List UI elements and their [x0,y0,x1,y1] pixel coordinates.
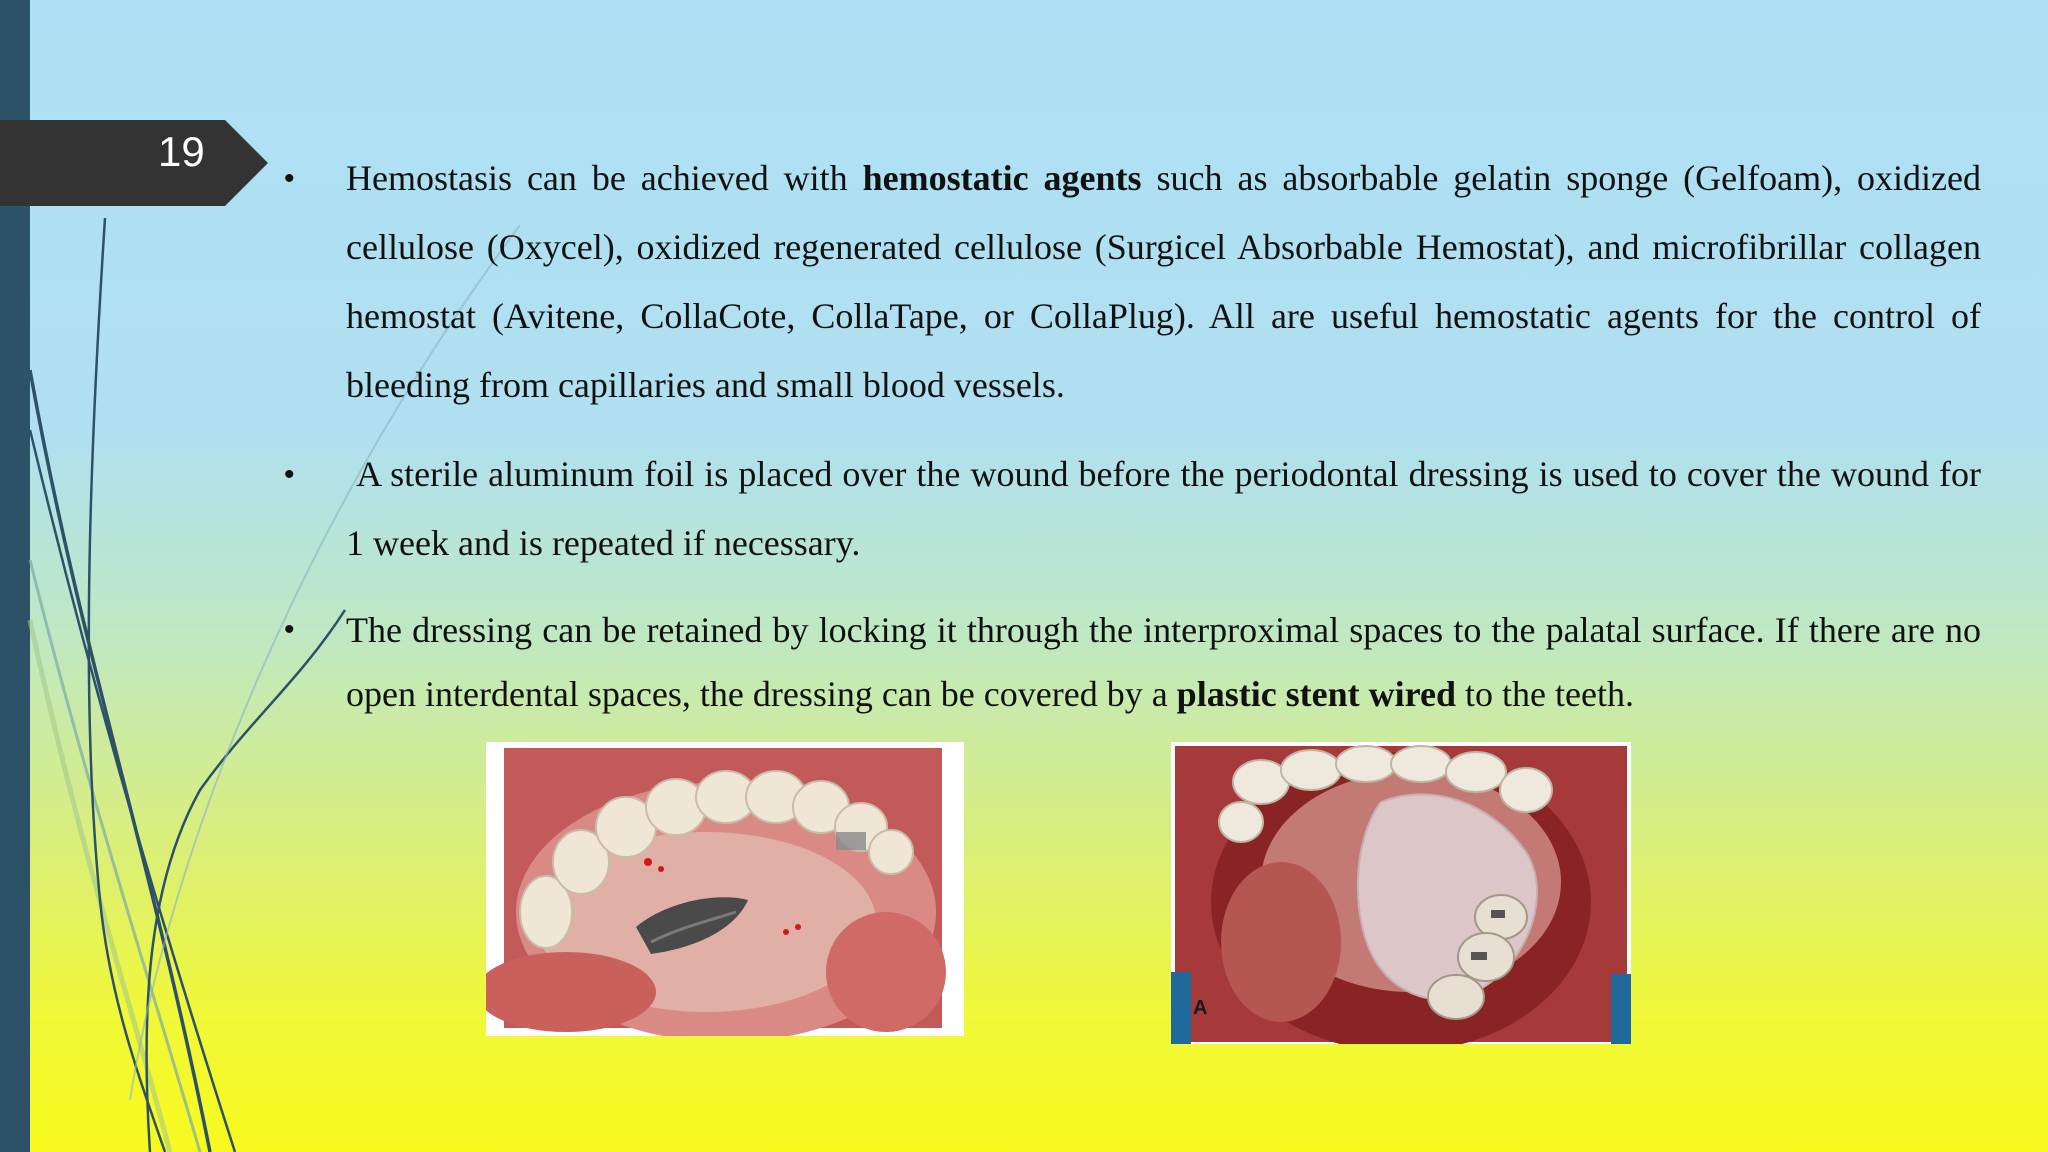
slide-number-tab [0,120,270,206]
bullet-marker: • [284,458,295,491]
photo-palatal-foil [486,742,964,1036]
slide-number: 19 [158,128,205,175]
bullet-bold-text: hemostatic agents [862,158,1142,198]
bullet-item-2 [284,440,1981,578]
bullet-text-part: Hemostasis can be achieved with [346,158,863,198]
slide-content [284,144,1982,726]
photo-label: A [1193,997,1208,1019]
bullet-item-3 [284,598,1981,726]
bullet-text-part: such as absorbable gelatin sponge (Gelfoam), oxidized cellulose (Oxycel), oxidized regenerated cellulose (Surgicel Absorbable Hemostat), and microfibrillar collagen hemostat (Avitene, CollaCote, CollaTape, or CollaPlug). All are useful hemostatic agents for the control of bleeding from capillaries and small blood vessels. [346,158,1982,405]
bullet-text-part: to the teeth. [1456,674,1634,714]
bullet-text-part: A sterile aluminum foil is placed over the wound before the periodontal dressing is used to cover the wound for 1 week and is repeated if necessary. [346,454,1981,563]
photo-periodontal-dressing [1171,742,1631,1044]
bullet-marker: • [284,613,295,646]
bullet-bold-text: plastic stent wired [1176,674,1456,714]
bullet-item-1 [284,144,1982,420]
bullet-text-part: The dressing can be retained by locking it through the interproximal spaces to the palatal surface. If there are no open interdental spaces, the dressing can be covered by a [346,610,1981,714]
slide-number-tab-shape [0,120,270,206]
bullet-marker: • [284,162,295,195]
